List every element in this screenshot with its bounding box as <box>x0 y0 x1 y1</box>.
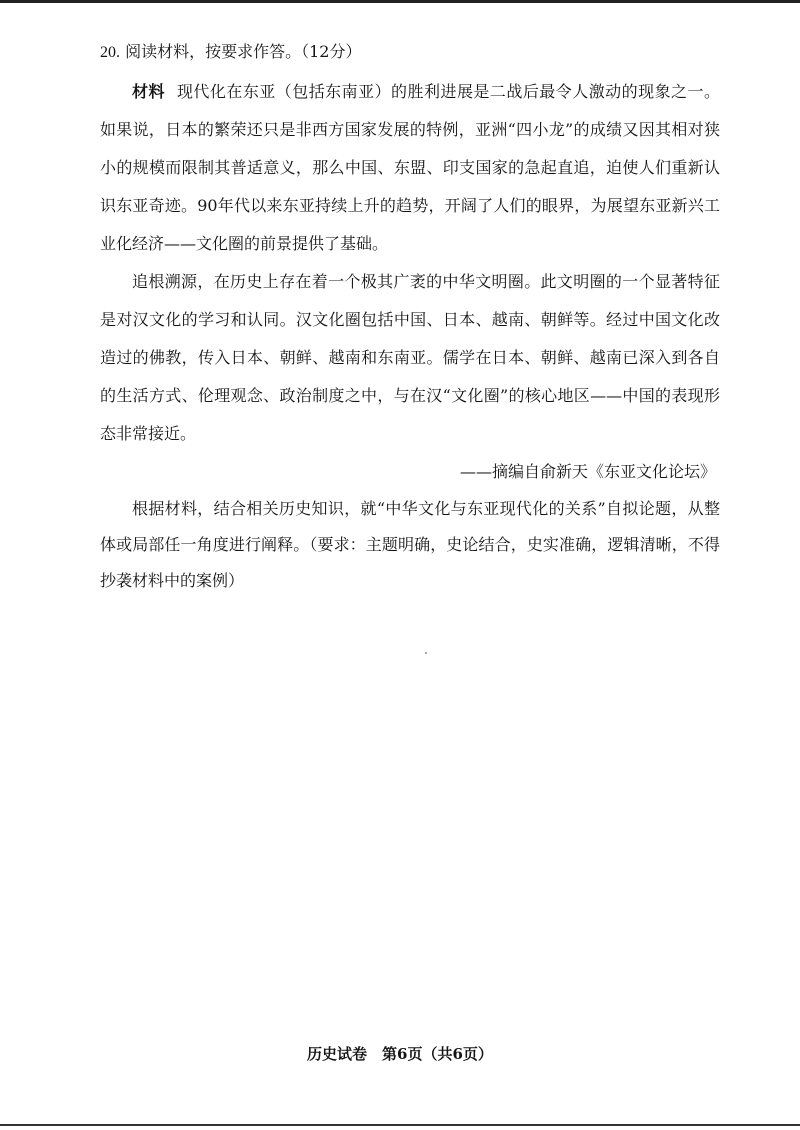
question-number: 20. <box>100 44 120 61</box>
material-label: 材料 <box>132 82 165 101</box>
question-block <box>100 40 720 599</box>
question-heading <box>100 40 720 65</box>
material-text-1: 现代化在东亚（包括东南亚）的胜利进展是二战后最令人激动的现象之一。如果说，日本的繁荣还只是非西方国家发展的特例，亚洲“四小龙”的成绩又因其相对狭小的规模而限制其普适意义，那么中国、东盟、印支国家的急起直追，迫使人们重新认识东亚奇迹。90年代以来东亚持续上升的趋势，开阔了人们的眼界，为展望东亚新兴工业化经济——文化圈的前景提供了基础。 <box>100 82 720 253</box>
task-instructions: 根据材料，结合相关历史知识，就“中华文化与东亚现代化的关系”自拟论题，从整体或局部任一角度进行阐释。（要求：主题明确，史论结合，史实准确，逻辑清晰，不得抄袭材料中的案例） <box>100 499 720 590</box>
material-paragraph-2: 追根溯源，在历史上存在着一个极其广袤的中华文明圈。此文明圈的一个显著特征是对汉文化的学习和认同。汉文化圈包括中国、日本、越南、朝鲜等。经过中国文化改造过的佛教，传入日本、朝鲜、越南和东南亚。儒学在日本、朝鲜、越南已深入到各自的生活方式、伦理观念、政治制度之中，与在汉“文化圈”的核心地区——中国的表现形态非常接近。 <box>100 272 720 443</box>
question-prompt: 阅读材料，按要求作答。（12分） <box>125 42 362 61</box>
bottom-border <box>0 1124 800 1126</box>
top-border <box>0 0 800 3</box>
page-footer: 历史试卷 第6页（共6页） <box>307 1045 493 1063</box>
scan-speck <box>425 652 427 654</box>
material-paragraph-1 <box>100 73 720 263</box>
material-source: ——摘编自俞新天《东亚文化论坛》 <box>459 462 716 481</box>
